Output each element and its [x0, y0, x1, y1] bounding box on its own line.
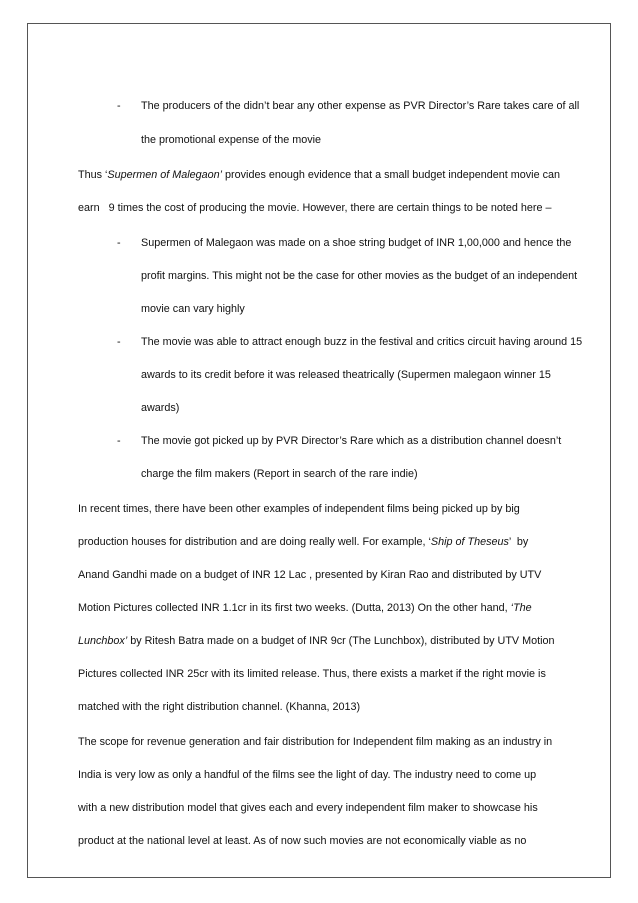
bullet-dash: -: [117, 435, 121, 447]
text-line: product at the national level at least. As of now such movies are not economically viable as no: [78, 835, 527, 847]
paragraph: [78, 497, 598, 719]
text-line: The producers of the didn’t bear any other expense as PVR Director’s Rare takes care of all: [141, 100, 580, 112]
text-line: matched with the right distribution channel. (Khanna, 2013): [78, 701, 361, 713]
paragraph: [78, 163, 598, 220]
text-line: Supermen of Malegaon was made on a shoe string budget of INR 1,00,000 and hence the: [141, 237, 572, 249]
text-line: The movie got picked up by PVR Director’s Rare which as a distribution channel doesn’t: [141, 435, 562, 447]
text-line: [78, 530, 598, 554]
text-line: Anand Gandhi made on a budget of INR 12 Lac , presented by Kiran Rao and distributed by UTV: [78, 569, 542, 581]
text-line: with a new distribution model that gives each and every independent film maker to showcase his: [78, 802, 538, 814]
bullet-dash: -: [117, 336, 121, 348]
text-line: profit margins. This might not be the case for other movies as the budget of an independent: [141, 270, 578, 282]
italic-title: Lunchbox’: [78, 635, 128, 647]
text-line: [78, 629, 598, 653]
bullet-item: [117, 231, 598, 321]
text-line: Pictures collected INR 25cr with its limited release. Thus, there exists a market if the right movie is: [78, 668, 546, 680]
text-run: Thus ‘: [78, 169, 108, 181]
text-line: awards to its credit before it was released theatrically (Supermen malegaon winner 15: [141, 369, 551, 381]
text-line: earn 9 times the cost of producing the movie. However, there are certain things to be noted here –: [78, 202, 552, 214]
document-body: [78, 24, 598, 853]
italic-title: Supermen of Malegaon’: [107, 169, 223, 181]
text-line: [78, 163, 598, 187]
bullet-item: [117, 429, 598, 486]
text-line: charge the film makers (Report in search of the rare indie): [141, 468, 418, 480]
text-run: Motion Pictures collected INR 1.1cr in its first two weeks. (Dutta, 2013) On the other hand,: [78, 602, 511, 614]
bullet-dash: -: [117, 100, 121, 112]
paragraph: [78, 730, 598, 853]
italic-title: ‘The: [510, 602, 532, 614]
text-line: [78, 596, 598, 620]
text-line: In recent times, there have been other examples of independent films being picked up by big: [78, 503, 520, 515]
bullet-item: [117, 94, 598, 152]
bullet-dash: -: [117, 237, 121, 249]
text-line: India is very low as only a handful of the films see the light of day. The industry need to come up: [78, 769, 537, 781]
bullet-item: [117, 330, 598, 420]
text-line: movie can vary highly: [141, 303, 245, 315]
text-run: ’ by: [508, 536, 529, 548]
text-line: the promotional expense of the movie: [141, 134, 322, 146]
italic-title: Ship of Theseus: [430, 536, 509, 548]
text-run: provides enough evidence that a small budget independent movie can: [222, 169, 560, 181]
text-line: The scope for revenue generation and fair distribution for Independent film making as an industry in: [78, 736, 553, 748]
text-line: The movie was able to attract enough buzz in the festival and critics circuit having around 15: [141, 336, 583, 348]
document-page: [27, 23, 611, 878]
text-line: awards): [141, 402, 180, 414]
text-run: by Ritesh Batra made on a budget of INR 9cr (The Lunchbox), distributed by UTV Motion: [127, 635, 555, 647]
text-run: production houses for distribution and are doing really well. For example, ‘: [78, 536, 431, 548]
